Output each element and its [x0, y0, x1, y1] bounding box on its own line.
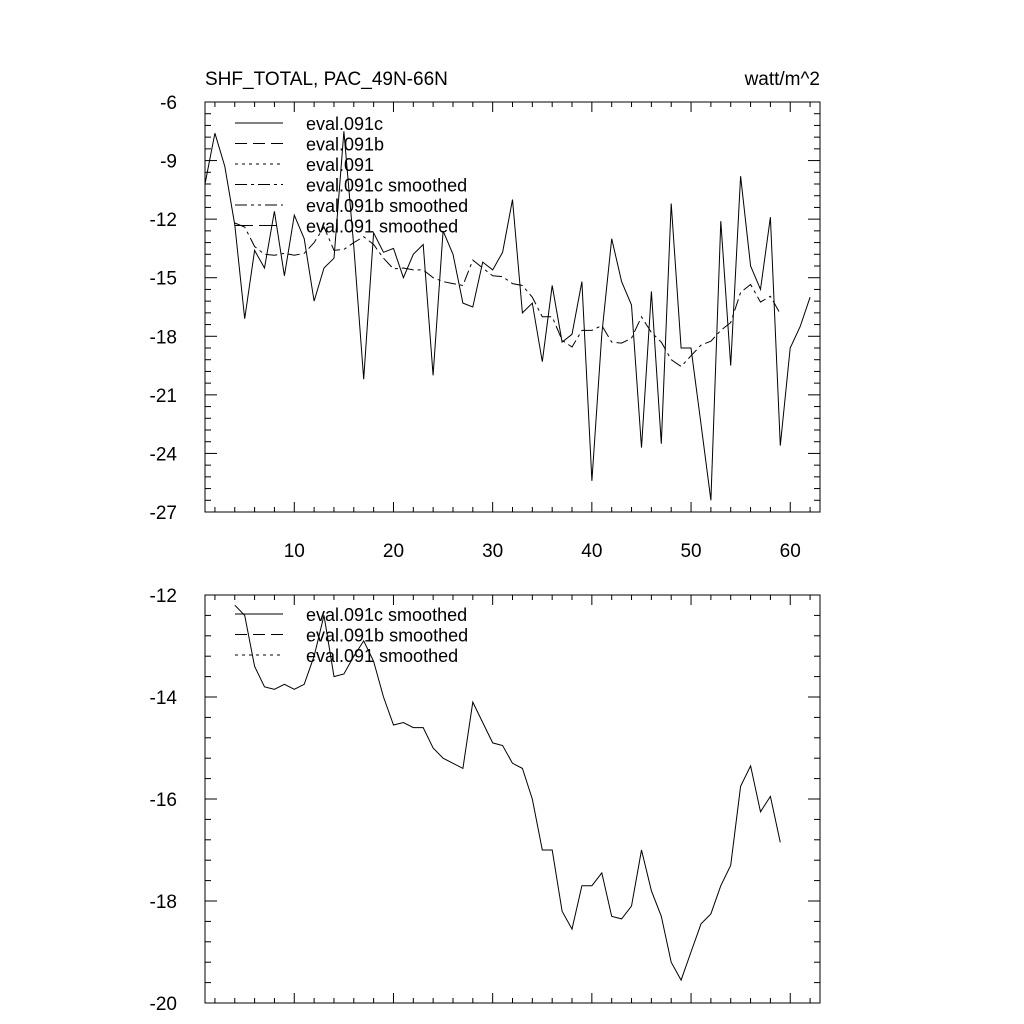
x-tick-label: 30	[482, 541, 504, 562]
y-tick-label: -14	[149, 688, 177, 709]
legend-label: eval.091c smoothed	[306, 175, 468, 196]
legend-label: eval.091b	[306, 134, 385, 155]
y-tick-label: -21	[149, 385, 177, 407]
y-tick-label: -18	[149, 892, 177, 913]
y-tick-label: -18	[149, 327, 177, 349]
y-tick-label: -6	[160, 93, 177, 114]
top-panel	[150, 69, 820, 562]
series-line-eval-091c	[205, 131, 810, 500]
series-line-eval-091c-smoothed	[235, 223, 781, 367]
legend-label: eval.091b smoothed	[306, 196, 469, 216]
y-tick-label: -9	[160, 151, 177, 173]
legend-label: eval.091	[306, 155, 375, 175]
y-tick-label: -20	[149, 994, 177, 1015]
bottom-panel	[150, 586, 820, 1015]
x-tick-label: 20	[382, 541, 405, 562]
legend-label: eval.091c	[306, 114, 384, 134]
x-tick-label: 60	[779, 541, 801, 562]
legend-label: eval.091b smoothed	[306, 625, 469, 646]
x-tick-label: 40	[581, 541, 603, 562]
legend-label: eval.091c smoothed	[306, 605, 468, 625]
y-tick-label: -24	[149, 444, 177, 466]
y-tick-label: -15	[149, 268, 177, 290]
y-tick-label: -12	[149, 586, 177, 607]
x-tick-label: 10	[283, 541, 305, 562]
chart-title: SHF_TOTAL, PAC_49N-66N	[205, 69, 448, 90]
legend-label: eval.091 smoothed	[306, 646, 459, 666]
y-tick-label: -12	[149, 210, 177, 232]
plot-frame	[205, 102, 820, 512]
y-tick-label: -16	[149, 790, 177, 811]
legend-label: eval.091 smoothed	[306, 216, 459, 237]
units-label: watt/m^2	[744, 69, 820, 90]
plot-frame	[205, 595, 820, 1003]
x-tick-label: 50	[680, 541, 702, 562]
y-tick-label: -27	[149, 503, 177, 524]
